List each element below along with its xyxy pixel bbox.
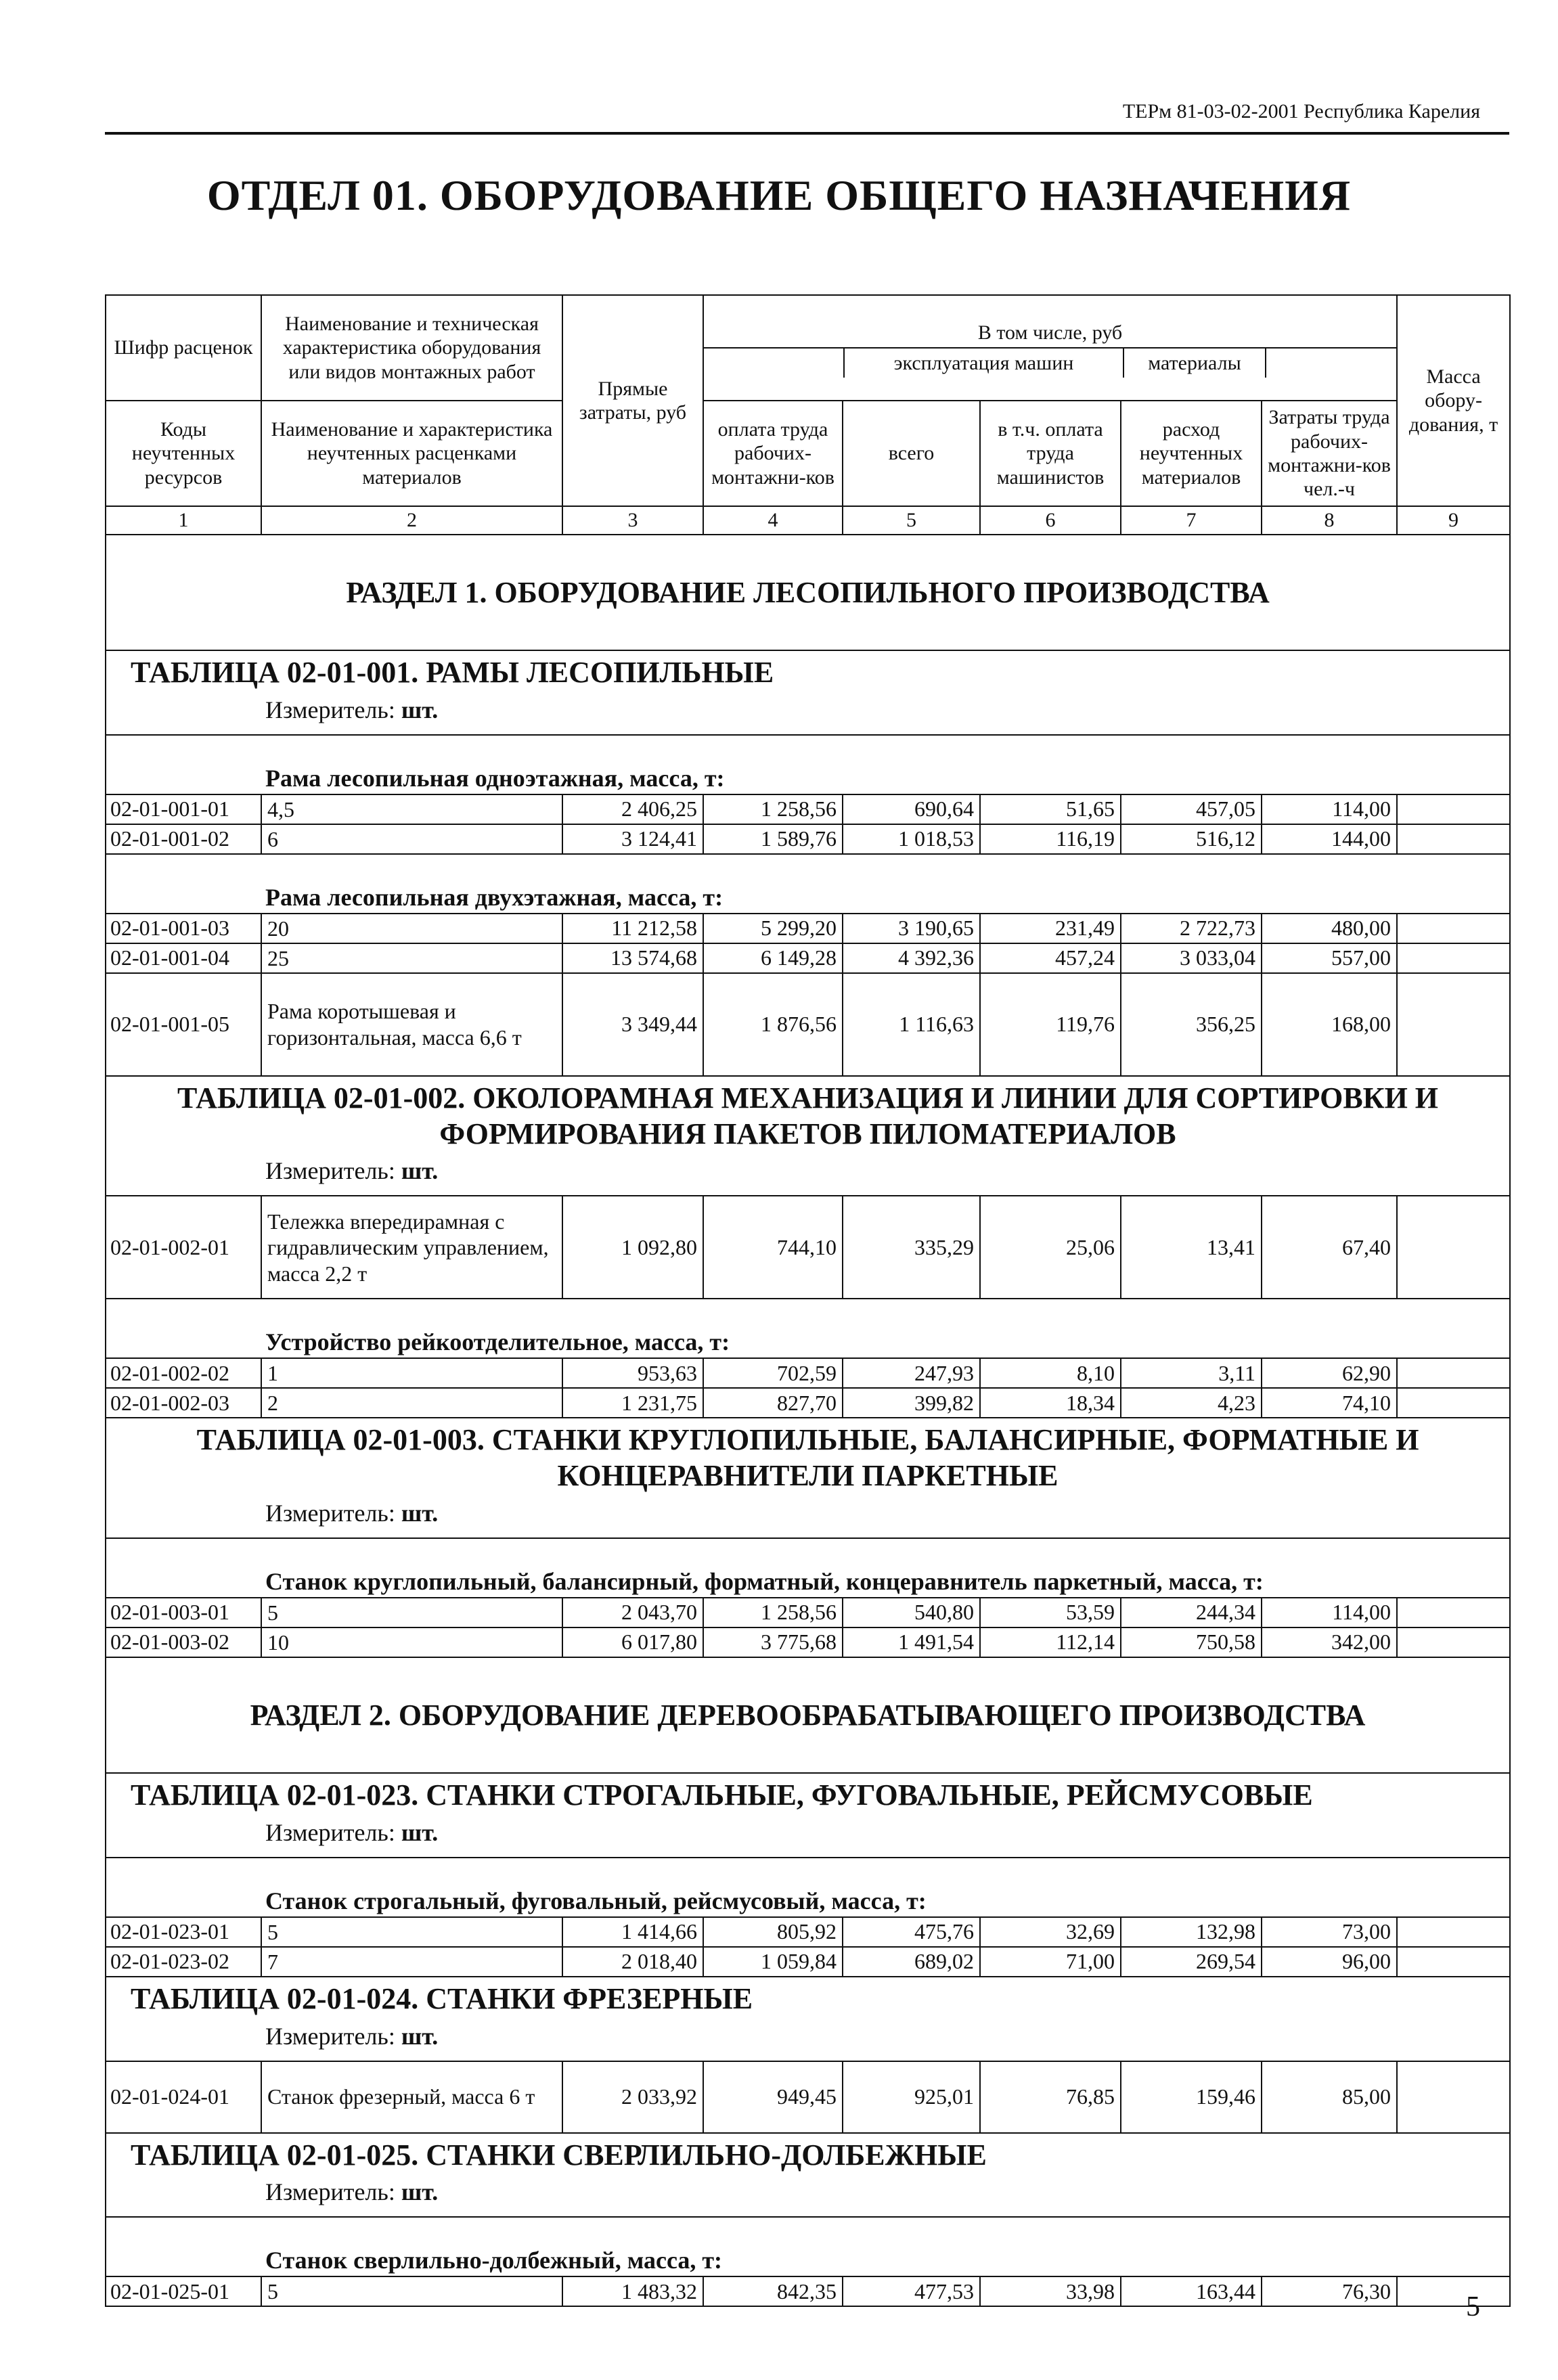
machinist-pay-cell: 116,19 (980, 824, 1121, 854)
column-number: 5 (843, 506, 980, 535)
machinist-pay-cell: 457,24 (980, 943, 1121, 973)
table-row (106, 1196, 1510, 1299)
table-row (106, 2276, 1510, 2306)
unaccounted-materials-cell: 13,41 (1121, 1196, 1262, 1299)
unit-label: Измеритель: (265, 1499, 395, 1527)
direct-costs-cell: 1 231,75 (562, 1388, 703, 1418)
header-equipment-mass: Масса обору-дования, т (1397, 295, 1510, 506)
rate-name-cell: Рама коротышевая и горизонтальная, масса 6,6 т (261, 973, 562, 1076)
machine-operation-cell: 540,80 (843, 1598, 980, 1627)
labor-hours-cell: 96,00 (1262, 1947, 1397, 1977)
column-number: 1 (106, 506, 261, 535)
header-name-bottom: Наименование и характеристика неучтенных расценками материалов (261, 401, 562, 506)
header-subgroups (704, 349, 1396, 378)
rate-code-cell: 02-01-001-02 (106, 824, 261, 854)
header-code-top: Шифр расценок (106, 295, 261, 401)
column-number: 2 (261, 506, 562, 535)
rate-name-cell: 4,5 (261, 794, 562, 824)
unaccounted-materials-cell: 750,58 (1121, 1627, 1262, 1657)
group-row (106, 735, 1510, 794)
equipment-mass-cell (1397, 973, 1510, 1076)
equipment-mass-cell (1397, 1388, 1510, 1418)
unaccounted-materials-cell: 2 722,73 (1121, 914, 1262, 943)
group-title: Станок строгальный, фуговальный, рейсмусовый, масса, т: (106, 1858, 1510, 1917)
labor-pay-cell: 702,59 (703, 1358, 843, 1388)
machine-operation-cell: 1 116,63 (843, 973, 980, 1076)
equipment-mass-cell (1397, 1947, 1510, 1977)
machine-operation-cell: 247,93 (843, 1358, 980, 1388)
rate-name-cell: 6 (261, 824, 562, 854)
labor-pay-cell: 744,10 (703, 1196, 843, 1299)
unaccounted-materials-cell: 4,23 (1121, 1388, 1262, 1418)
rate-name-cell: 20 (261, 914, 562, 943)
labor-hours-cell: 74,10 (1262, 1388, 1397, 1418)
column-number: 9 (1397, 506, 1510, 535)
unit-row (106, 2017, 1510, 2061)
unit-value: шт. (401, 1157, 439, 1185)
machine-operation-cell: 335,29 (843, 1196, 980, 1299)
unit-value: шт. (401, 1499, 439, 1527)
machinist-pay-cell: 112,14 (980, 1627, 1121, 1657)
table-row (106, 1627, 1510, 1657)
unaccounted-materials-cell: 516,12 (1121, 824, 1262, 854)
header-labor-pay: оплата труда рабочих-монтажни-ков (703, 401, 843, 506)
labor-hours-cell: 62,90 (1262, 1358, 1397, 1388)
machine-operation-cell: 399,82 (843, 1388, 980, 1418)
column-number: 3 (562, 506, 703, 535)
table-row (106, 1917, 1510, 1947)
direct-costs-cell: 3 124,41 (562, 824, 703, 854)
header-rule (105, 132, 1509, 135)
machine-operation-cell: 4 392,36 (843, 943, 980, 973)
measurement-unit (106, 2173, 1510, 2217)
rate-name-cell: Тележка впередирамная с гидравлическим управлением, масса 2,2 т (261, 1196, 562, 1299)
machinist-pay-cell: 231,49 (980, 914, 1121, 943)
rate-code-cell: 02-01-002-01 (106, 1196, 261, 1299)
unit-label: Измеритель: (265, 1818, 395, 1846)
labor-hours-cell: 480,00 (1262, 914, 1397, 943)
labor-pay-cell: 1 258,56 (703, 794, 843, 824)
table-title: ТАБЛИЦА 02-01-003. СТАНКИ КРУГЛОПИЛЬНЫЕ, БАЛАНСИРНЫЕ, ФОРМАТНЫЕ И КОНЦЕРАВНИТЕЛИ ПАРКЕТНЫЕ (106, 1418, 1510, 1494)
rate-name-cell: 10 (261, 1627, 562, 1657)
unit-value: шт. (401, 696, 439, 723)
direct-costs-cell: 6 017,80 (562, 1627, 703, 1657)
unaccounted-materials-cell: 3 033,04 (1121, 943, 1262, 973)
section-title: РАЗДЕЛ 2. ОБОРУДОВАНИЕ ДЕРЕВООБРАБАТЫВАЮЩЕГО ПРОИЗВОДСТВА (106, 1657, 1510, 1773)
labor-pay-cell: 6 149,28 (703, 943, 843, 973)
rate-code-cell: 02-01-023-02 (106, 1947, 261, 1977)
unit-row (106, 1814, 1510, 1858)
machinist-pay-cell: 71,00 (980, 1947, 1121, 1977)
machinist-pay-cell: 8,10 (980, 1358, 1121, 1388)
group-title: Рама лесопильная одноэтажная, масса, т: (106, 735, 1510, 794)
header-materials: материалы (1124, 349, 1266, 378)
labor-hours-cell: 67,40 (1262, 1196, 1397, 1299)
table-title-row (106, 1418, 1510, 1494)
labor-hours-cell: 168,00 (1262, 973, 1397, 1076)
direct-costs-cell: 1 414,66 (562, 1917, 703, 1947)
unit-row (106, 1152, 1510, 1196)
header-unaccounted-materials: расход неучтенных материалов (1121, 401, 1262, 506)
rate-name-cell: 5 (261, 1917, 562, 1947)
equipment-mass-cell (1397, 1358, 1510, 1388)
unit-row (106, 1494, 1510, 1538)
direct-costs-cell: 2 043,70 (562, 1598, 703, 1627)
table-title: ТАБЛИЦА 02-01-023. СТАНКИ СТРОГАЛЬНЫЕ, ФУГОВАЛЬНЫЕ, РЕЙСМУСОВЫЕ (106, 1773, 1510, 1814)
measurement-unit (106, 1494, 1510, 1538)
header-including: В том числе, руб (704, 318, 1396, 349)
table-row (106, 2061, 1510, 2133)
column-number: 7 (1121, 506, 1262, 535)
machinist-pay-cell: 25,06 (980, 1196, 1121, 1299)
header-machinist-pay: в т.ч. оплата труда машинистов (980, 401, 1121, 506)
equipment-mass-cell (1397, 914, 1510, 943)
header-machine-operation: эксплуатация машин (845, 349, 1124, 378)
table-title: ТАБЛИЦА 02-01-001. РАМЫ ЛЕСОПИЛЬНЫЕ (106, 650, 1510, 691)
table-title-row (106, 1977, 1510, 2017)
price-table (105, 294, 1511, 2307)
machine-operation-cell: 3 190,65 (843, 914, 980, 943)
rate-name-cell: 5 (261, 2276, 562, 2306)
unaccounted-materials-cell: 132,98 (1121, 1917, 1262, 1947)
rate-code-cell: 02-01-001-05 (106, 973, 261, 1076)
group-row (106, 2217, 1510, 2276)
header-labor-costs: Затраты труда рабочих-монтажни-ков чел.-ч (1262, 401, 1397, 506)
unaccounted-materials-cell: 457,05 (1121, 794, 1262, 824)
direct-costs-cell: 3 349,44 (562, 973, 703, 1076)
unit-value: шт. (401, 2178, 439, 2206)
table-title-row (106, 2133, 1510, 2174)
direct-costs-cell: 2 018,40 (562, 1947, 703, 1977)
labor-pay-cell: 827,70 (703, 1388, 843, 1418)
machinist-pay-cell: 32,69 (980, 1917, 1121, 1947)
rate-code-cell: 02-01-001-04 (106, 943, 261, 973)
machinist-pay-cell: 33,98 (980, 2276, 1121, 2306)
labor-pay-cell: 1 589,76 (703, 824, 843, 854)
machine-operation-cell: 1 018,53 (843, 824, 980, 854)
department-title: ОТДЕЛ 01. ОБОРУДОВАНИЕ ОБЩЕГО НАЗНАЧЕНИЯ (206, 171, 1352, 219)
page-number: 5 (1466, 2291, 1480, 2322)
labor-pay-cell: 1 059,84 (703, 1947, 843, 1977)
rate-code-cell: 02-01-023-01 (106, 1917, 261, 1947)
unit-row (106, 2173, 1510, 2217)
running-header: ТЕРм 81-03-02-2001 Республика Карелия (1122, 100, 1480, 122)
equipment-mass-cell (1397, 1917, 1510, 1947)
direct-costs-cell: 953,63 (562, 1358, 703, 1388)
measurement-unit (106, 1152, 1510, 1196)
labor-pay-cell: 5 299,20 (703, 914, 843, 943)
header-including-block (703, 295, 1397, 401)
labor-hours-cell: 114,00 (1262, 794, 1397, 824)
column-numbers-row (106, 506, 1510, 535)
labor-pay-cell: 805,92 (703, 1917, 843, 1947)
direct-costs-cell: 2 033,92 (562, 2061, 703, 2133)
machine-operation-cell: 1 491,54 (843, 1627, 980, 1657)
table-title: ТАБЛИЦА 02-01-002. ОКОЛОРАМНАЯ МЕХАНИЗАЦИЯ И ЛИНИИ ДЛЯ СОРТИРОВКИ И ФОРМИРОВАНИЯ ПАКЕТОВ ПИЛОМАТЕРИАЛОВ (106, 1076, 1510, 1152)
machine-operation-cell: 925,01 (843, 2061, 980, 2133)
rate-name-cell: 7 (261, 1947, 562, 1977)
column-number: 8 (1262, 506, 1397, 535)
unaccounted-materials-cell: 244,34 (1121, 1598, 1262, 1627)
group-row (106, 1538, 1510, 1598)
table-title-row (106, 650, 1510, 691)
rate-name-cell: 2 (261, 1388, 562, 1418)
header-total: всего (843, 401, 980, 506)
machinist-pay-cell: 53,59 (980, 1598, 1121, 1627)
table-row (106, 794, 1510, 824)
measurement-unit (106, 2017, 1510, 2061)
group-row (106, 1299, 1510, 1358)
rate-code-cell: 02-01-002-02 (106, 1358, 261, 1388)
rate-code-cell: 02-01-003-01 (106, 1598, 261, 1627)
equipment-mass-cell (1397, 2276, 1510, 2306)
labor-hours-cell: 557,00 (1262, 943, 1397, 973)
group-title: Устройство рейкоотделительное, масса, т: (106, 1299, 1510, 1358)
measurement-unit (106, 691, 1510, 735)
labor-pay-cell: 1 258,56 (703, 1598, 843, 1627)
unit-label: Измеритель: (265, 2022, 395, 2050)
section-title: РАЗДЕЛ 1. ОБОРУДОВАНИЕ ЛЕСОПИЛЬНОГО ПРОИЗВОДСТВА (106, 535, 1510, 650)
rate-code-cell: 02-01-002-03 (106, 1388, 261, 1418)
machine-operation-cell: 477,53 (843, 2276, 980, 2306)
unit-label: Измеритель: (265, 696, 395, 723)
section-row (106, 535, 1510, 650)
rate-name-cell: 1 (261, 1358, 562, 1388)
labor-pay-cell: 1 876,56 (703, 973, 843, 1076)
labor-hours-cell: 342,00 (1262, 1627, 1397, 1657)
table-row (106, 1947, 1510, 1977)
rate-name-cell: 5 (261, 1598, 562, 1627)
rate-code-cell: 02-01-003-02 (106, 1627, 261, 1657)
unaccounted-materials-cell: 159,46 (1121, 2061, 1262, 2133)
direct-costs-cell: 1 483,32 (562, 2276, 703, 2306)
machinist-pay-cell: 76,85 (980, 2061, 1121, 2133)
labor-pay-cell: 842,35 (703, 2276, 843, 2306)
machinist-pay-cell: 119,76 (980, 973, 1121, 1076)
group-row (106, 854, 1510, 914)
column-number: 4 (703, 506, 843, 535)
unaccounted-materials-cell: 269,54 (1121, 1947, 1262, 1977)
group-title: Станок сверлильно-долбежный, масса, т: (106, 2217, 1510, 2276)
section-row (106, 1657, 1510, 1773)
table-row (106, 1358, 1510, 1388)
unaccounted-materials-cell: 163,44 (1121, 2276, 1262, 2306)
table-title: ТАБЛИЦА 02-01-024. СТАНКИ ФРЕЗЕРНЫЕ (106, 1977, 1510, 2017)
header-direct-costs: Прямые затраты, руб (562, 295, 703, 506)
equipment-mass-cell (1397, 2061, 1510, 2133)
equipment-mass-cell (1397, 794, 1510, 824)
unit-label: Измеритель: (265, 2178, 395, 2206)
rate-code-cell: 02-01-001-03 (106, 914, 261, 943)
rate-name-cell: 25 (261, 943, 562, 973)
unit-label: Измеритель: (265, 1157, 395, 1185)
table-row (106, 1388, 1510, 1418)
machinist-pay-cell: 51,65 (980, 794, 1121, 824)
labor-hours-cell: 76,30 (1262, 2276, 1397, 2306)
rate-code-cell: 02-01-025-01 (106, 2276, 261, 2306)
table-row (106, 973, 1510, 1076)
unit-value: шт. (401, 2022, 439, 2050)
group-title: Рама лесопильная двухэтажная, масса, т: (106, 854, 1510, 914)
rate-code-cell: 02-01-024-01 (106, 2061, 261, 2133)
machine-operation-cell: 689,02 (843, 1947, 980, 1977)
table-row (106, 943, 1510, 973)
table-title-row (106, 1076, 1510, 1152)
direct-costs-cell: 1 092,80 (562, 1196, 703, 1299)
labor-pay-cell: 3 775,68 (703, 1627, 843, 1657)
labor-hours-cell: 144,00 (1262, 824, 1397, 854)
table-row (106, 824, 1510, 854)
direct-costs-cell: 11 212,58 (562, 914, 703, 943)
unit-row (106, 691, 1510, 735)
header-code-bottom: Коды неучтенных ресурсов (106, 401, 261, 506)
unaccounted-materials-cell: 356,25 (1121, 973, 1262, 1076)
equipment-mass-cell (1397, 1627, 1510, 1657)
rate-name-cell: Станок фрезерный, масса 6 т (261, 2061, 562, 2133)
labor-hours-cell: 114,00 (1262, 1598, 1397, 1627)
table-title-row (106, 1773, 1510, 1814)
labor-hours-cell: 85,00 (1262, 2061, 1397, 2133)
machine-operation-cell: 690,64 (843, 794, 980, 824)
group-row (106, 1858, 1510, 1917)
direct-costs-cell: 2 406,25 (562, 794, 703, 824)
equipment-mass-cell (1397, 824, 1510, 854)
table-title: ТАБЛИЦА 02-01-025. СТАНКИ СВЕРЛИЛЬНО-ДОЛБЕЖНЫЕ (106, 2133, 1510, 2174)
unit-value: шт. (401, 1818, 439, 1846)
header-name-top: Наименование и техническая характеристика оборудования или видов монтажных работ (261, 295, 562, 401)
equipment-mass-cell (1397, 1196, 1510, 1299)
group-title: Станок круглопильный, балансирный, форматный, концеравнитель паркетный, масса, т: (106, 1538, 1510, 1598)
column-number: 6 (980, 506, 1121, 535)
direct-costs-cell: 13 574,68 (562, 943, 703, 973)
machine-operation-cell: 475,76 (843, 1917, 980, 1947)
labor-hours-cell: 73,00 (1262, 1917, 1397, 1947)
measurement-unit (106, 1814, 1510, 1858)
labor-pay-cell: 949,45 (703, 2061, 843, 2133)
machinist-pay-cell: 18,34 (980, 1388, 1121, 1418)
unaccounted-materials-cell: 3,11 (1121, 1358, 1262, 1388)
rate-code-cell: 02-01-001-01 (106, 794, 261, 824)
equipment-mass-cell (1397, 1598, 1510, 1627)
equipment-mass-cell (1397, 943, 1510, 973)
table-row (106, 914, 1510, 943)
table-row (106, 1598, 1510, 1627)
